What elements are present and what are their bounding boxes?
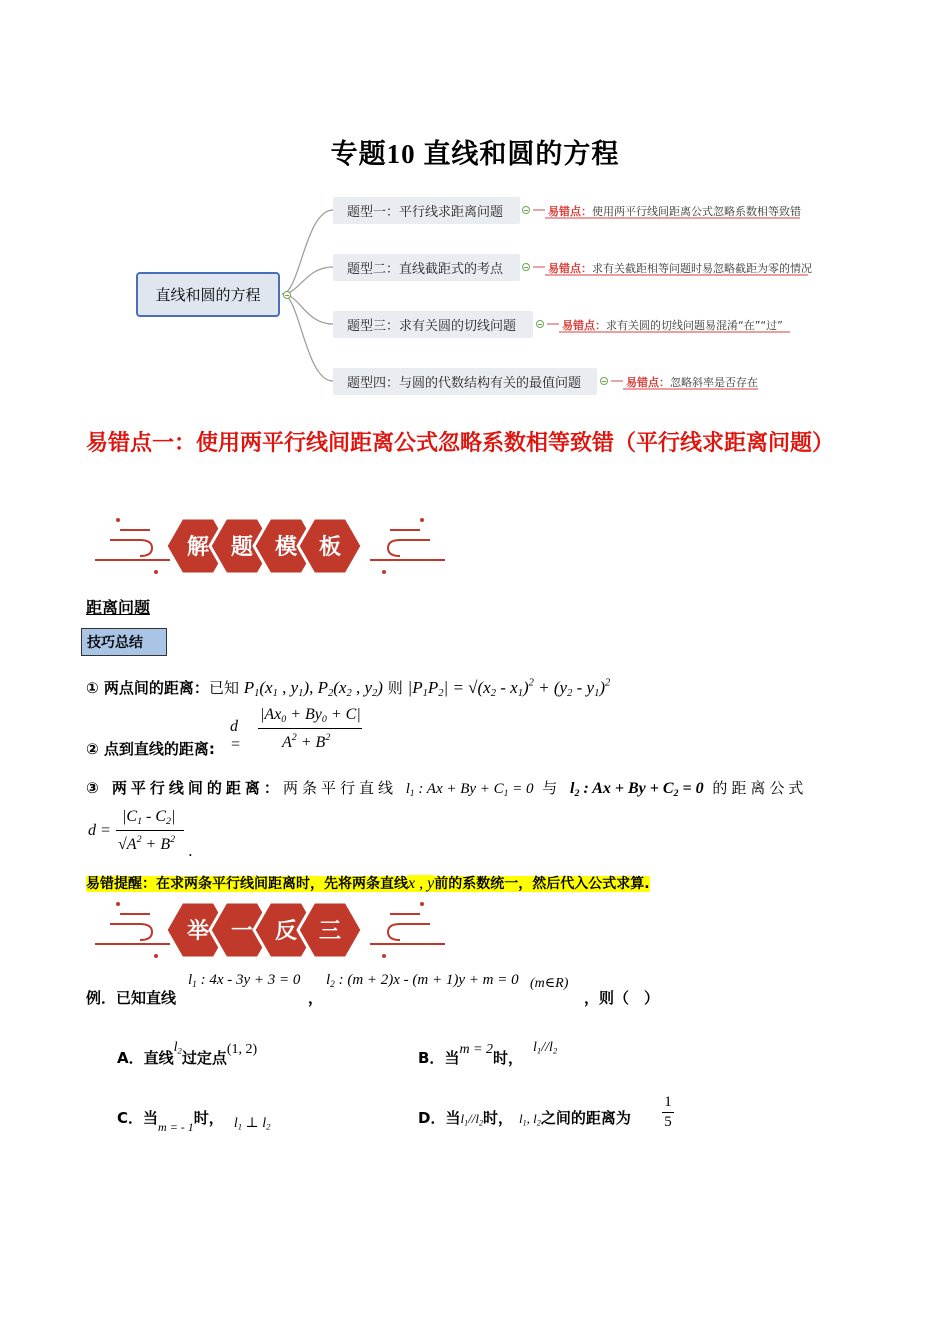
example-separator: ， <box>308 989 324 1007</box>
banner2-char-1: 举 <box>186 919 210 944</box>
mindmap-leaf-3: 易错点：求有关圆的切线问题易混淆“在”“过” <box>562 319 783 332</box>
banner2-char-4: 三 <box>318 919 342 944</box>
formula-parallel-lines: d = $|C_1 - C_2|$ $√A^2 + B^2$ <box>88 808 198 860</box>
banner1-char-2: 题 <box>230 535 254 560</box>
error-point-heading: 易错点一：使用两平行线间距离公式忽略系数相等致错（平行线求距离问题） <box>86 431 835 456</box>
example-line-l1: $l_1$ : 4x - 3y + 3 = 0 <box>188 972 301 990</box>
banner2-char-3: 反 <box>274 919 298 944</box>
option-a[interactable]: A．直线$l_2$过定点(1, 2) <box>117 1040 258 1067</box>
tip-summary-label: 技巧总结 <box>81 628 167 656</box>
section-title: 距离问题 <box>86 598 151 617</box>
banner-solution-template <box>90 510 450 582</box>
mindmap-root: 直线和圆的方程 <box>136 272 280 317</box>
mindmap-leaf-1: 易错点：使用两平行线间距离公式忽略系数相等致错 <box>548 205 801 218</box>
mindmap-branch-1: 题型一：平行线求距离问题 <box>333 197 520 224</box>
banner2-char-2: 一 <box>230 919 254 944</box>
collapse-icon[interactable] <box>283 291 291 299</box>
collapse-icon[interactable] <box>536 320 544 328</box>
collapse-icon[interactable] <box>522 263 530 271</box>
item-two-point-distance: ① 两点间的距离：已知 $P_1(x_1$ , $y_1$), $P_2(x_2$ , $y_2$) 则 $|P_1P_2| = √(x_2 - x_1)^2 + (y_2 - y_1)^2$ <box>86 677 611 700</box>
mindmap-branch-4: 题型四：与圆的代数结构有关的最值问题 <box>333 368 597 395</box>
banner-examples <box>90 894 450 966</box>
option-b[interactable]: B．当m = 2时，$l_1//l_2$ <box>418 1040 558 1067</box>
item-point-line-distance: ② 点到直线的距离: <box>86 740 215 758</box>
example-condition: (m∈R) <box>530 976 569 991</box>
mindmap-leaf-4: 易错点：忽略斜率是否存在 <box>626 376 758 389</box>
example-stem: 例．已知直线 <box>86 989 177 1007</box>
collapse-icon[interactable] <box>600 377 608 385</box>
example-line-l2: $l_2$ : (m + 2)x - (m + 1)y + m = 0 <box>326 972 519 990</box>
option-d[interactable]: D．当$l_1//l_2$时， $l_1$, $l_2$之间的距离为 <box>418 1109 631 1128</box>
item-parallel-line-distance: ③ 两平行线间的距离：两条平行直线 $l_1$ : $Ax + By + C_1 = 0$ 与 $l_2$ : $Ax + By + C_2 = 0$ 的距离公式 <box>86 779 808 799</box>
banner1-char-4: 板 <box>318 535 342 560</box>
example-tail: ，则（ ） <box>584 989 660 1007</box>
banner1-char-3: 模 <box>274 535 298 560</box>
mindmap-leaf-2: 易错点：求有关截距相等问题时易忽略截距为零的情况 <box>548 262 812 275</box>
mindmap-branch-2: 题型二：直线截距式的考点 <box>333 254 520 281</box>
page-title: 专题10 直线和圆的方程 <box>330 139 620 169</box>
period: . <box>188 842 193 860</box>
banner1-char-1: 解 <box>186 535 210 560</box>
option-c[interactable]: C．当$_{m = - 1}$时， $l_1$ ⊥ $l_2$ <box>117 1109 271 1134</box>
fraction-one-fifth: 1 5 <box>662 1094 674 1131</box>
mindmap-branch-3: 题型三：求有关圆的切线问题 <box>333 311 533 338</box>
error-reminder: 易错提醒：在求两条平行线间距离时，先将两条直线x , y前的系数统一，然后代入公式求算. <box>86 875 650 892</box>
collapse-icon[interactable] <box>522 206 530 214</box>
